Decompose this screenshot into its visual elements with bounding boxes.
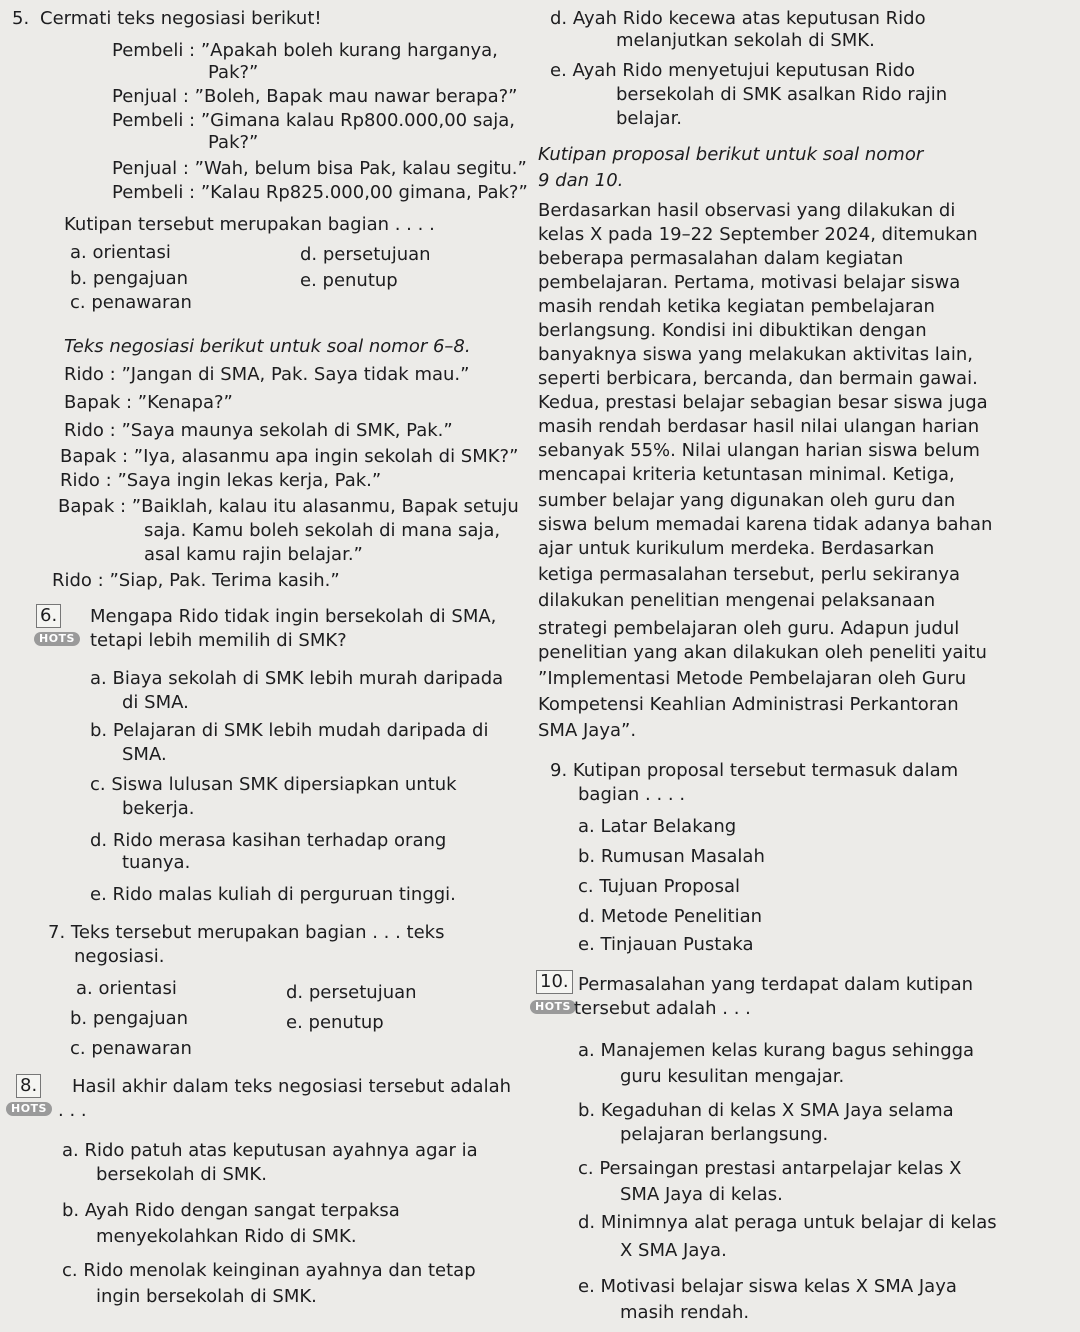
q10-option-c[interactable]: c. Persaingan prestasi antarpelajar kelas X: [578, 1158, 962, 1179]
proposal-line: berlangsung. Kondisi ini dibuktikan dengan: [538, 320, 927, 341]
proposal-line: sumber belajar yang digunakan oleh guru dan: [538, 490, 956, 511]
dialog-line: Bapak : ”Iya, alasanmu apa ingin sekolah di SMK?”: [60, 446, 519, 467]
q6-option-d[interactable]: d. Rido merasa kasihan terhadap orang: [90, 830, 447, 851]
q10-option-c-cont[interactable]: SMA Jaya di kelas.: [620, 1184, 783, 1205]
q6-option-b-cont[interactable]: SMA.: [122, 744, 167, 765]
q7-option-a[interactable]: a. orientasi: [76, 978, 177, 999]
q6-option-e[interactable]: e. Rido malas kuliah di perguruan tinggi.: [90, 884, 456, 905]
proposal-line: dilakukan penelitian mengenai pelaksanaan: [538, 590, 936, 611]
q5-dialog-line: Pembeli : ”Gimana kalau Rp800.000,00 saja,: [112, 110, 516, 131]
q10-option-d[interactable]: d. Minimnya alat peraga untuk belajar di kelas: [578, 1212, 997, 1233]
q8-number: 8.: [16, 1074, 41, 1098]
q10-number: 10.: [536, 970, 573, 994]
proposal-intro: Kutipan proposal berikut untuk soal nomor: [538, 144, 924, 165]
proposal-line: kelas X pada 19–22 September 2024, ditemukan: [538, 224, 978, 245]
q5-dialog-line: Penjual : ”Boleh, Bapak mau nawar berapa?”: [112, 86, 518, 107]
q5-dialog-line: Pak?”: [208, 62, 259, 83]
proposal-line: ajar untuk kurikulum merdeka. Berdasarkan: [538, 538, 935, 559]
q8-option-d-cont[interactable]: melanjutkan sekolah di SMK.: [616, 30, 875, 51]
q6-number: 6.: [36, 604, 61, 628]
dialog-line: Rido : ”Saya ingin lekas kerja, Pak.”: [60, 470, 382, 491]
q6-option-a-cont[interactable]: di SMA.: [122, 692, 189, 713]
q6-option-c-cont[interactable]: bekerja.: [122, 798, 195, 819]
dialog-line: Rido : ”Siap, Pak. Terima kasih.”: [52, 570, 340, 591]
q6-option-c[interactable]: c. Siswa lulusan SMK dipersiapkan untuk: [90, 774, 457, 795]
q9-option-e[interactable]: e. Tinjauan Pustaka: [578, 934, 754, 955]
proposal-line: strategi pembelajaran oleh guru. Adapun judul: [538, 618, 960, 639]
q5-option-d[interactable]: d. persetujuan: [300, 244, 431, 265]
proposal-line: siswa belum memadai karena tidak adanya bahan: [538, 514, 993, 535]
q10-option-e[interactable]: e. Motivasi belajar siswa kelas X SMA Jaya: [578, 1276, 957, 1297]
proposal-line: Berdasarkan hasil observasi yang dilakukan di: [538, 200, 956, 221]
proposal-line: mencapai kriteria ketuntasan minimal. Ketiga,: [538, 464, 955, 485]
q5-dialog-line: Pak?”: [208, 132, 259, 153]
q7-stem: negosiasi.: [74, 946, 165, 967]
q9-option-d[interactable]: d. Metode Penelitian: [578, 906, 763, 927]
q8-option-a[interactable]: a. Rido patuh atas keputusan ayahnya agar ia: [62, 1140, 478, 1161]
q5-option-c[interactable]: c. penawaran: [70, 292, 192, 313]
q8-option-d[interactable]: d. Ayah Rido kecewa atas keputusan Rido: [550, 8, 926, 29]
q7-option-c[interactable]: c. penawaran: [70, 1038, 192, 1059]
q8-option-a-cont[interactable]: bersekolah di SMK.: [96, 1164, 267, 1185]
q8-option-e-cont[interactable]: bersekolah di SMK asalkan Rido rajin: [616, 84, 948, 105]
hots-badge: HOTS: [34, 632, 80, 646]
q8-option-e[interactable]: e. Ayah Rido menyetujui keputusan Rido: [550, 60, 916, 81]
q5-question: Kutipan tersebut merupakan bagian . . . .: [64, 214, 435, 235]
q7-option-d[interactable]: d. persetujuan: [286, 982, 417, 1003]
q10-option-a-cont[interactable]: guru kesulitan mengajar.: [620, 1066, 845, 1087]
q9-stem: 9. Kutipan proposal tersebut termasuk dalam: [550, 760, 959, 781]
q6-stem: Mengapa Rido tidak ingin bersekolah di SMA,: [90, 606, 497, 627]
q7-stem: 7. Teks tersebut merupakan bagian . . . teks: [48, 922, 445, 943]
proposal-line: masih rendah berdasar hasil nilai ulangan harian: [538, 416, 980, 437]
proposal-line: Kompetensi Keahlian Administrasi Perkantoran: [538, 694, 959, 715]
dialog-line: asal kamu rajin belajar.”: [144, 544, 363, 565]
q7-option-e[interactable]: e. penutup: [286, 1012, 384, 1033]
q10-option-a[interactable]: a. Manajemen kelas kurang bagus sehingga: [578, 1040, 975, 1061]
q6-option-d-cont[interactable]: tuanya.: [122, 852, 191, 873]
dialog-line: saja. Kamu boleh sekolah di mana saja,: [144, 520, 501, 541]
q8-option-b-cont[interactable]: menyekolahkan Rido di SMK.: [96, 1226, 357, 1247]
q8-option-e-cont[interactable]: belajar.: [616, 108, 683, 129]
q10-stem: Permasalahan yang terdapat dalam kutipan: [578, 974, 974, 995]
q5-stem: Cermati teks negosiasi berikut!: [40, 8, 322, 29]
proposal-line: banyaknya siswa yang melakukan aktivitas lain,: [538, 344, 973, 365]
proposal-line: penelitian yang akan dilakukan oleh peneliti yaitu: [538, 642, 987, 663]
hots-badge: HOTS: [6, 1102, 52, 1116]
hots-badge: HOTS: [530, 1000, 576, 1014]
proposal-line: SMA Jaya”.: [538, 720, 637, 741]
q8-option-c[interactable]: c. Rido menolak keinginan ayahnya dan tetap: [62, 1260, 476, 1281]
q10-option-b[interactable]: b. Kegaduhan di kelas X SMA Jaya selama: [578, 1100, 954, 1121]
q8-option-c-cont[interactable]: ingin bersekolah di SMK.: [96, 1286, 317, 1307]
q10-option-e-cont[interactable]: masih rendah.: [620, 1302, 750, 1323]
proposal-line: seperti berbicara, bercanda, dan bermain gawai.: [538, 368, 978, 389]
q5-number: 5.: [12, 8, 30, 29]
q5-dialog-line: Penjual : ”Wah, belum bisa Pak, kalau segitu.”: [112, 158, 527, 179]
q7-option-b[interactable]: b. pengajuan: [70, 1008, 189, 1029]
q10-option-b-cont[interactable]: pelajaran berlangsung.: [620, 1124, 829, 1145]
dialog-line: Bapak : ”Baiklah, kalau itu alasanmu, Bapak setuju: [58, 496, 519, 517]
proposal-line: pembelajaran. Pertama, motivasi belajar siswa: [538, 272, 961, 293]
q6-option-a[interactable]: a. Biaya sekolah di SMK lebih murah daripada: [90, 668, 504, 689]
dialog-line: Rido : ”Jangan di SMA, Pak. Saya tidak mau.”: [64, 364, 470, 385]
q5-option-b[interactable]: b. pengajuan: [70, 268, 189, 289]
q9-stem: bagian . . . .: [578, 784, 686, 805]
q10-stem: tersebut adalah . . .: [574, 998, 751, 1019]
q8-option-b[interactable]: b. Ayah Rido dengan sangat terpaksa: [62, 1200, 400, 1221]
q10-option-d-cont[interactable]: X SMA Jaya.: [620, 1240, 727, 1261]
dialog-line: Rido : ”Saya maunya sekolah di SMK, Pak.”: [64, 420, 453, 441]
q5-option-e[interactable]: e. penutup: [300, 270, 398, 291]
proposal-intro: 9 dan 10.: [538, 170, 624, 191]
text-6-8-intro: Teks negosiasi berikut untuk soal nomor 6–8.: [64, 336, 471, 357]
q9-option-a[interactable]: a. Latar Belakang: [578, 816, 737, 837]
q5-option-a[interactable]: a. orientasi: [70, 242, 171, 263]
q6-stem: tetapi lebih memilih di SMK?: [90, 630, 347, 651]
proposal-line: beberapa permasalahan dalam kegiatan: [538, 248, 904, 269]
q8-stem: Hasil akhir dalam teks negosiasi tersebut adalah: [72, 1076, 512, 1097]
q9-option-b[interactable]: b. Rumusan Masalah: [578, 846, 765, 867]
dialog-line: Bapak : ”Kenapa?”: [64, 392, 233, 413]
proposal-line: Kedua, prestasi belajar sebagian besar siswa juga: [538, 392, 988, 413]
q6-option-b[interactable]: b. Pelajaran di SMK lebih mudah daripada di: [90, 720, 489, 741]
proposal-line: sebanyak 55%. Nilai ulangan harian siswa belum: [538, 440, 980, 461]
proposal-line: masih rendah ketika kegiatan pembelajaran: [538, 296, 935, 317]
q8-stem: . . .: [58, 1100, 87, 1121]
q9-option-c[interactable]: c. Tujuan Proposal: [578, 876, 740, 897]
q5-dialog-line: Pembeli : ”Kalau Rp825.000,00 gimana, Pak?”: [112, 182, 528, 203]
proposal-line: ”Implementasi Metode Pembelajaran oleh Guru: [538, 668, 967, 689]
proposal-line: ketiga permasalahan tersebut, perlu sekiranya: [538, 564, 960, 585]
q5-dialog-line: Pembeli : ”Apakah boleh kurang harganya,: [112, 40, 498, 61]
